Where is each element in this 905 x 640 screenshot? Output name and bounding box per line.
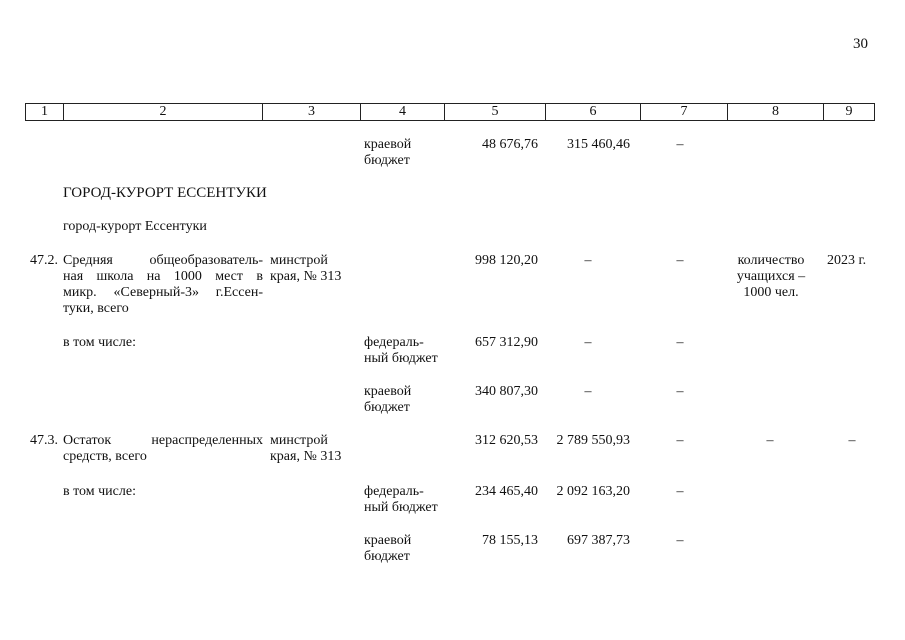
cell-col-6: 697 387,73 bbox=[567, 533, 630, 548]
cell-col-7: – bbox=[676, 253, 684, 268]
cell-col-6: – bbox=[584, 384, 592, 399]
cell-col-7: – bbox=[676, 533, 684, 548]
funding-source: федераль- ный бюджет bbox=[364, 335, 438, 366]
cell-col-6: – bbox=[584, 335, 592, 350]
cell-col-5: 78 155,13 bbox=[482, 533, 538, 548]
row-number: 47.2. bbox=[30, 253, 58, 268]
cell-col-7: – bbox=[676, 433, 684, 448]
cell-col-7: – bbox=[676, 484, 684, 499]
funding-source: краевой бюджет bbox=[364, 384, 412, 415]
funding-source: краевой бюджет bbox=[364, 137, 412, 168]
cell-col-6: 2 789 550,93 bbox=[556, 433, 630, 448]
project-name: Средняя общеобразователь- ная школа на 1000 мест в микр. «Северный-3» г.Ессен- туки, всего bbox=[63, 253, 263, 316]
header-col-7: 7 bbox=[641, 104, 728, 120]
section-title: ГОРОД-КУРОРТ ЕССЕНТУКИ bbox=[63, 185, 267, 201]
section-subtitle: город-курорт Ессентуки bbox=[63, 219, 207, 234]
row-number: 47.3. bbox=[30, 433, 58, 448]
header-col-9: 9 bbox=[845, 104, 853, 119]
header-col-1: 1 bbox=[26, 104, 64, 120]
header-col-5: 5 bbox=[445, 104, 546, 120]
cell-col-6: 2 092 163,20 bbox=[556, 484, 630, 499]
funding-source: федераль- ный бюджет bbox=[364, 484, 438, 515]
including-label: в том числе: bbox=[63, 484, 136, 499]
header-col-8: 8 bbox=[728, 104, 824, 120]
table-header-row bbox=[25, 103, 875, 121]
completion-year: 2023 г. bbox=[827, 253, 867, 268]
cell-col-8: – bbox=[766, 433, 774, 448]
cell-col-6: – bbox=[584, 253, 592, 268]
header-col-6: 6 bbox=[546, 104, 641, 120]
cell-col-7: – bbox=[676, 384, 684, 399]
cell-col-5: 312 620,53 bbox=[475, 433, 538, 448]
page-number: 30 bbox=[853, 36, 868, 52]
header-col-4: 4 bbox=[361, 104, 445, 120]
capacity-indicator: количество учащихся – 1000 чел. bbox=[736, 253, 806, 300]
header-col-2: 2 bbox=[64, 104, 263, 120]
cell-col-7: – bbox=[676, 137, 684, 152]
cell-col-5: 48 676,76 bbox=[482, 137, 538, 152]
cell-col-5: 657 312,90 bbox=[475, 335, 538, 350]
funding-source: краевой бюджет bbox=[364, 533, 412, 564]
cell-col-6: 315 460,46 bbox=[567, 137, 630, 152]
cell-col-5: 340 807,30 bbox=[475, 384, 538, 399]
cell-col-9: – bbox=[848, 433, 856, 448]
header-col-3: 3 bbox=[263, 104, 361, 120]
project-name: Остаток нераспределенных средств, всего bbox=[63, 433, 263, 464]
cell-col-7: – bbox=[676, 335, 684, 350]
responsible-org: минстрой края, № 313 bbox=[270, 253, 342, 284]
cell-col-5: 998 120,20 bbox=[475, 253, 538, 268]
including-label: в том числе: bbox=[63, 335, 136, 350]
responsible-org: минстрой края, № 313 bbox=[270, 433, 342, 464]
cell-col-5: 234 465,40 bbox=[475, 484, 538, 499]
